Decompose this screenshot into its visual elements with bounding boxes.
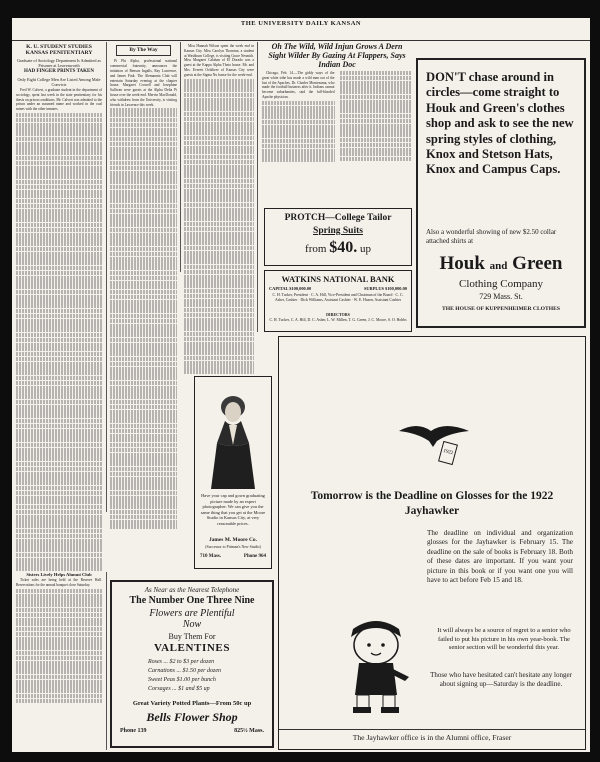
subhead-college-men: Only Eight College Men Are Listed Among Male Convicts: [17, 76, 101, 87]
column-2: [110, 44, 177, 574]
moore-addr: 710 Mass.: [200, 554, 222, 559]
jayhawker-footer: The Jayhawker office is in the Alumni office, Fraser: [352, 733, 512, 742]
indian-doc-body: Chicago, Feb. 14.—The giddy ways of the great white tribe has made a wild man out of the last of the Apaches, Dr. Charles Montezuma, who made the football business after it. Indians cannot become suburbanites, said the full-blooded Apache physician.: [262, 71, 335, 99]
moore-photo-ad: [194, 376, 272, 569]
protch-line2: Spring Suits: [313, 226, 363, 236]
moore-sub: (Successor to Pittman's New Studio): [205, 545, 261, 549]
watkins-capital: CAPITAL $100,000.00: [269, 286, 312, 291]
flowers-addr: 825½ Mass.: [234, 728, 264, 734]
houk-lead: DON'T chase around in circles—come straight to Houk and Green's clothes shop and ask to see the new spring styles of clothing, Knox and Stetson Hats, Knox and Campus Caps.: [426, 70, 574, 177]
flowers-line2: The Number One Three Nine: [129, 595, 255, 606]
flowers-phone: Phone 139: [120, 728, 147, 734]
flower-price-item: Sweet Peas $1.00 per bunch: [148, 677, 216, 683]
headline-finger-prints: HAD FINGER PRINTS TAKEN: [24, 69, 94, 75]
watkins-directors-label: DIRECTORS: [326, 312, 350, 317]
houk-tag: THE HOUSE OF KUPPENHEIMER CLOTHES: [442, 306, 560, 312]
headline-penitentiary: K. U. STUDENT STUDIES KANSAS PENITENTIARY: [25, 44, 93, 57]
society-body-2: Miss Hannah Wilson spent the week end in Kansas City. Miss Carolyn Thornton, a student at Washburn College, is visiting Grace Nesmith. Miss Margaret Calahan of El Dorado was a guest at the Kappa Alpha Theta house. Mr. and Mrs. Everett Ochiltree of Kansas City were guests at the Sigma Nu house for the week-end.: [184, 44, 254, 77]
flowers-shop: Bells Flower Shop: [146, 710, 238, 724]
moore-body: Have your cap and gown graduating picture made by an expert photographer. We can give you the same thing that you get at the Moore Studio in Kansas City, at very reasonable prices.: [200, 493, 266, 526]
by-the-way-box: [116, 45, 171, 56]
society-body: Pi Phi Alpha, professional national commercial fraternity, announces the initiation of Benson Ingalls, Ray Lawrence, and James Fink. The Alemannia Club will entertain Saturday evening at the chapter house. Margaret Crowell and Josephine Sullivan were guests at the Alpha Delta Pi house over the week-end. Mervin MacDonald, who withdrew from the University, is visiting friends in Lawrence this week.: [110, 59, 177, 107]
flowers-line5: VALENTINES: [153, 642, 231, 654]
watkins-surplus: SURPLUS $100,000.00: [363, 286, 407, 291]
flower-price-item: Roses ... $2 to $3 per dozen: [148, 659, 215, 665]
indian-doc-headline: Oh The Wild, Wild Injun Grows A Dern Sight Wilder By Gazing At Flappers, Says Indian Doc: [268, 42, 406, 69]
protch-line1: PROTCH—College Tailor: [284, 213, 392, 223]
flowers-line1: As Near as the Nearest Telephone: [144, 586, 240, 594]
protch-from: from: [305, 243, 327, 255]
protch-up: up: [359, 243, 371, 255]
column-3: [184, 44, 254, 374]
jayhawker-ad: [278, 336, 586, 750]
houk-name2: Green: [512, 253, 563, 274]
flower-price-item: Carnations ... $1.50 per dozen: [148, 668, 222, 674]
moore-name: James M. Moore Co.: [209, 537, 257, 543]
houk-name: [418, 253, 584, 275]
by-the-way-heading: By The Way: [129, 47, 158, 53]
watkins-directors: C. H. Tucker, C. A. Hill, D. C. Asher, L. W. Millen, T. G. Green, J. C. Moore, S. O. Hobbs: [269, 318, 407, 322]
jayhawker-headline: Tomorrow is the Deadline on Glosses for the 1922 Jayhawker: [310, 490, 554, 517]
jayhawker-para3: Those who have hesitated can't hesitate any longer about signing up—Saturday is the deadline.: [430, 671, 572, 688]
watkins-officers: C. H. Tucker, President · C. A. Hill, Vice-President and Chairman of the Board · C. C. Asher, Cashier · Dick Williams, Assistant Cashier · W. E. Hazen, Assistant Cashier: [272, 293, 404, 302]
houk-hat-line: Also a wonderful showing of new $2.50 collar attached shirts at: [426, 228, 557, 245]
story-body: Fred W. Calvert, a graduate student in the department of sociology, spent last week in the state penitentiary for his thesis on prison conditions. Mr. Calvert was admitted to the prison under an assumed name and worked in the coal mines with the other inmates.: [16, 88, 102, 112]
svg-text:1922: 1922: [442, 448, 454, 457]
indian-doc-story: [262, 42, 412, 207]
houk-and: and: [489, 260, 508, 272]
houk-sub: Clothing Company: [458, 278, 544, 290]
flowers-line3: Flowers are Plentiful Now: [149, 608, 235, 630]
student-cartoon-image: [339, 615, 413, 715]
flower-price-item: Corsages ... $1 and $5 up: [148, 686, 210, 692]
protch-ad: [264, 208, 412, 266]
subhead-alumni: Sisters Lively Helps Alumni Club: [26, 572, 92, 578]
bells-flower-ad: [110, 580, 274, 748]
flowers-price-list: [148, 658, 221, 694]
alumni-body: Ticket sales are being held at the Reserve Hall. Reservations for the annual banquet close Saturday.: [16, 578, 102, 588]
masthead-title: THE UNIVERSITY DAILY KANSAN: [240, 20, 362, 27]
newspaper-page: [12, 18, 590, 752]
jayhawk-bird-icon: [397, 417, 471, 469]
watkins-name: WATKINS NATIONAL BANK: [281, 274, 395, 284]
jayhawker-para2: It will always be a source of regret to a senior who failed to put his picture in his own year-book. The senior section will be wonderful this year.: [437, 627, 571, 652]
graduate-portrait-image: [205, 385, 261, 489]
flowers-line6: Great Variety Potted Plants—From 50c up: [132, 700, 252, 707]
masthead: [12, 18, 590, 41]
flowers-line4: Buy Them For: [168, 632, 216, 641]
houk-address: 729 Mass. St.: [479, 292, 523, 301]
houk-name1: Houk: [439, 253, 485, 274]
watkins-bank-ad: [264, 270, 412, 332]
jayhawker-para1: The deadline on individual and organization glosses for the Jayhawker is February 15. The deadline on the sale of books is February 18. Both of these dates are important. If you want your picture in this book or if you want one you will have to act before Feb 15 and 18.: [427, 529, 573, 585]
subhead-penitentiary: Graduate of Sociology Department Is Admitted as Prisoner at Leavenworth: [17, 57, 101, 69]
protch-price-line: [265, 239, 411, 257]
moore-phone: Phone 964: [243, 554, 266, 559]
column-1: [16, 44, 102, 744]
protch-price: $40.: [329, 239, 358, 256]
houk-green-ad: [416, 58, 586, 328]
